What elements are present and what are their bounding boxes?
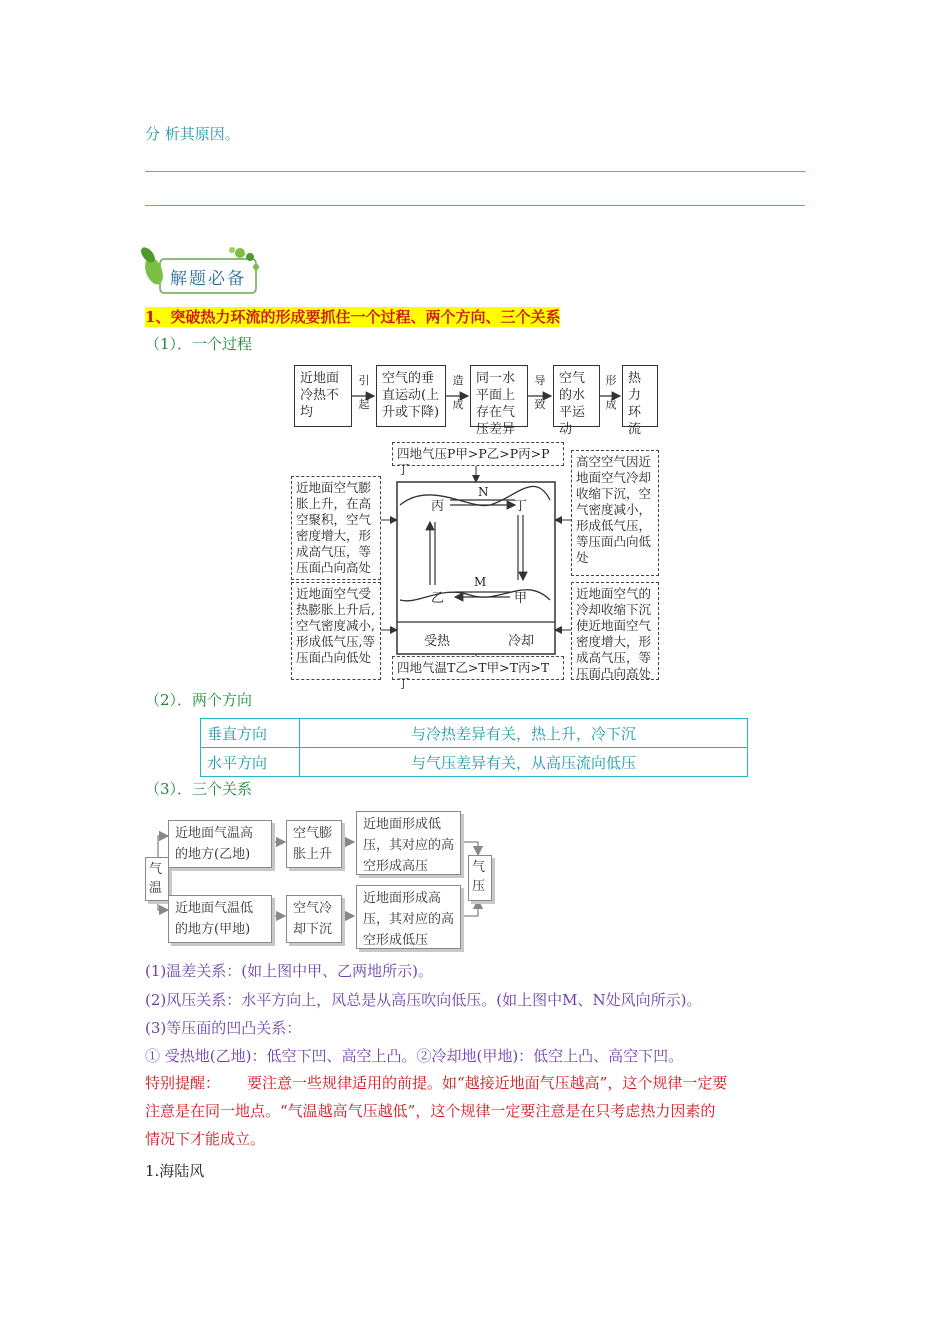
- note-left-bottom: 近地面空气受热膨胀上升后,空气密度减小,形成低气压,等压面凸向低处: [291, 582, 381, 680]
- relation-text-2: (2)风压关系：水平方向上，风总是从高压吹向低压。(如上图中M、N处风向所示)。: [145, 991, 702, 1009]
- flow-arrow-label-2b: 成: [452, 398, 464, 411]
- direction-desc: 与气压差异有关，从高压流向低压: [300, 748, 748, 777]
- heading-1: 1、突破热力环流的形成要抓住一个过程、两个方向、三个关系: [145, 308, 561, 326]
- note-right-top: 高空空气因近地面空气冷却收缩下沉，空气密度减小，形成低气压，等压面凸向低处: [571, 450, 659, 576]
- relation-pressure-box: 气压: [468, 855, 492, 901]
- place-jia: 甲: [514, 591, 528, 606]
- temperature-order-label: 四地气温T乙>T甲>T丙>T丁: [392, 656, 564, 680]
- flow-box-5: 热力环流: [622, 365, 658, 427]
- flow-arrow-label-3a: 导: [534, 374, 546, 387]
- relation-box-1c: 近地面形成低压，其对应的高空形成高压: [356, 811, 461, 875]
- flow-arrow-label-1b: 起: [358, 398, 370, 411]
- relation-box-2b: 空气冷却下沉: [286, 895, 342, 943]
- relation-box-1b: 空气膨胀上升: [286, 820, 342, 868]
- flow-box-2: 空气的垂直运动(上升或下降): [376, 365, 446, 427]
- tip-line-3: 情况下才能成立。: [145, 1130, 266, 1148]
- relation-temperature-box: 气温: [145, 857, 169, 901]
- tip-label: 特别提醒：: [145, 1074, 221, 1092]
- subheading-2: （2）．两个方向: [145, 691, 253, 709]
- flow-box-1: 近地面冷热不均: [294, 365, 352, 427]
- relation-box-1a: 近地面气温高的地方(乙地): [168, 820, 272, 868]
- flow-arrow-label-3b: 致: [534, 398, 546, 411]
- relation-box-2a: 近地面气温低的地方(甲地): [168, 895, 272, 943]
- heated-label: 受热: [424, 634, 451, 649]
- flow-arrow-label-4a: 形: [605, 374, 617, 387]
- wind-n-label: N: [478, 485, 489, 499]
- tip-line-2: 注意是在同一地点。“气温越高气压越低”，这个规律一定要注意是在只考虑热力因素的: [145, 1102, 716, 1120]
- flow-box-4: 空气的水平运动: [553, 365, 600, 427]
- place-ding: 丁: [514, 499, 528, 514]
- wind-m-label: M: [474, 575, 487, 589]
- flow-arrow-label-1a: 引: [358, 374, 370, 387]
- flow-arrow-label-4b: 成: [605, 398, 617, 411]
- relation-box-2c: 近地面形成高压，其对应的高空形成低压: [356, 885, 461, 949]
- flow-box-3: 同一水平面上存在气压差异: [470, 365, 528, 427]
- tip-line-1: 要注意一些规律适用的前提。如“越接近地面气压越高”，这个规律一定要: [247, 1074, 728, 1092]
- place-bing: 丙: [431, 499, 445, 514]
- subheading-3: （3）．三个关系: [145, 780, 253, 798]
- relation-text-3: (3)等压面的凹凸关系：: [145, 1019, 302, 1037]
- place-yi: 乙: [431, 591, 445, 606]
- subheading-1: （1）．一个过程: [145, 335, 253, 353]
- note-left-top: 近地面空气膨胀上升，在高空聚积，空气密度增大，形成高气压，等压面凸向高处: [291, 476, 381, 580]
- direction-name: 水平方向: [201, 748, 300, 777]
- cooled-label: 冷却: [508, 634, 535, 649]
- note-right-bottom: 近地面空气的冷却收缩下沉使近地面空气密度增大，形成高气压，等压面凸向高处: [571, 582, 659, 680]
- intro-text: 分 析其原因。: [145, 125, 240, 143]
- direction-desc: 与冷热差异有关，热上升，冷下沉: [300, 719, 748, 748]
- relation-text-4: ① 受热地(乙地)：低空下凹、高空上凸。②冷却地(甲地)：低空上凸、高空下凹。: [145, 1047, 684, 1065]
- next-heading: 1.海陆风: [145, 1162, 205, 1180]
- section-banner-label: 解题必备: [170, 269, 246, 289]
- direction-name: 垂直方向: [201, 719, 300, 748]
- relation-text-1: (1)温差关系：(如上图中甲、乙两地所示)。: [145, 962, 433, 980]
- flow-arrow-label-2a: 造: [452, 374, 464, 387]
- pressure-order-label: 四地气压P甲>P乙>P丙>P丁: [392, 442, 564, 466]
